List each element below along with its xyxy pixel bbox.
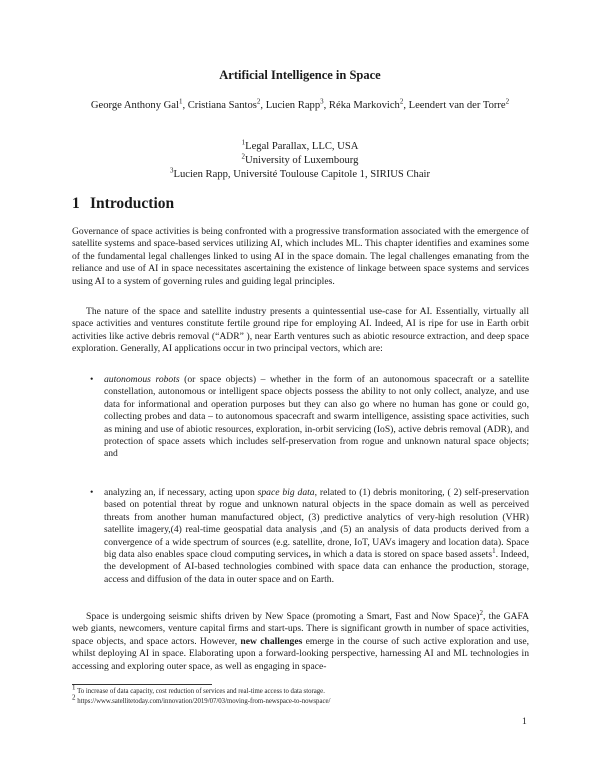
- paragraph-text: Space is undergoing seismic shifts driven by New Space (promoting a Smart, Fast and Now Space): [86, 611, 480, 622]
- affiliation-mark: 2: [241, 152, 246, 161]
- bullet-space-big-data: [104, 487, 529, 586]
- bullet-text: . Indeed, the development of AI-based technologies combined with space data can enhance the production, storage, access and diffusion of the data in outer space and on Earth.: [104, 549, 529, 585]
- paragraph-nature: The nature of the space and satellite industry presents a quintessential use-case for AI. Essentially, virtually all space activities and ventures constitute fertile ground ripe for employing AI. Indeed, AI is ripe for use in Earth orbit activities like active debris removal (“ADR” ), near Earth ventures such as abiotic resource extraction, and deep space exploration. Generally, AI applications occur in two principal vectors, which are:: [72, 306, 529, 355]
- affiliation-mark: 3: [169, 166, 174, 175]
- author-name: Lucien Rapp: [265, 100, 321, 111]
- author-affil-mark: 2: [505, 97, 510, 106]
- bullet-bold-comma: ,: [308, 549, 311, 561]
- bullet-emphasis: autonomous robots: [104, 374, 180, 385]
- affiliation-text: University of Luxembourg: [245, 155, 359, 166]
- paragraph-new-space: [72, 608, 529, 673]
- footnote-divider: [72, 684, 212, 685]
- section-title: Introduction: [90, 195, 175, 212]
- author-name: Réka Markovich: [328, 100, 400, 111]
- author-name: George Anthony Gal: [90, 100, 179, 111]
- affiliation: [70, 154, 530, 168]
- bullet-emphasis: space big data: [257, 487, 315, 498]
- affiliation: [70, 140, 530, 154]
- bullet-marker: •: [90, 487, 94, 498]
- author-list: George Anthony Gal$^1$, Cristiana Santos$^2$, Lucien Rapp$^3$, Réka Markovich$^2$, Leendert van der Torre$^2$: [90, 97, 510, 111]
- section-number: 1: [72, 195, 80, 212]
- author-name: Leendert van der Torre: [408, 100, 506, 111]
- bullet-text: analyzing an, if necessary, acting upon: [104, 487, 258, 498]
- affiliation-list: [70, 140, 530, 182]
- author-affil-mark: 3: [320, 97, 324, 106]
- author-affil-mark: 1: [178, 97, 183, 106]
- bullet-autonomous-robots: [104, 374, 529, 461]
- footnote-2[interactable]: [72, 693, 532, 706]
- paragraph-text: , the GAFA web giants, newcomers, venture capital firms and start-ups. There is significant growth in number of space activities, space objects, and space actors. However,: [72, 611, 529, 647]
- footnote-mark: 1: [72, 683, 76, 692]
- affiliation-text: Legal Parallax, LLC, USA: [245, 141, 359, 152]
- footnote-1: [72, 683, 532, 696]
- author-affil-mark: 2: [256, 97, 261, 106]
- bullet-text: in which a data is stored on space based assets: [310, 549, 493, 561]
- paper-title: Artificial Intelligence in Space: [219, 68, 381, 82]
- footnote-ref: 2: [479, 608, 483, 617]
- affiliation-text: Lucien Rapp, Université Toulouse Capitole 1, SIRIUS Chair: [173, 169, 430, 180]
- paragraph-bold: new challenges: [240, 635, 303, 647]
- footnote-ref: 1: [492, 546, 496, 555]
- author-name: Cristiana Santos: [187, 100, 257, 111]
- affiliation: [70, 168, 530, 182]
- bullet-text: (or space objects) – whether in the form of an autonomous spacecraft or a satellite constellation, autonomous or intelligent space objects possess the ability to not only collect, analyze, and use data for informational and operation purposes but they can also go where no human has gone or could go, collecting probes and data – to autonomous spacecraft and swarm intelligence, assisting space activities, such as mining and use of abiotic resources, exploration, in-orbit servicing (IoS), active debris removal (ADR), and protection of space assets which includes self-preservation from rogue and unknown natural space objects; and: [104, 374, 529, 460]
- footnote-mark: 2: [72, 693, 76, 702]
- footnote-text: To increase of data capacity, cost reduction of services and real-time access to data storage.: [75, 688, 325, 695]
- bullet-text: , related to (1) debris monitoring, ( 2) self-preservation based on potential threat by rogue and unknown natural objects in the space domain as well as perceived threats from another human manufactured object, (3) predictive analytics of very-high resolution (VHR) satellite imagery,(4) real-time geospatial data analysis ,and (5) an analysis of data products derived from a convergence of a wide spectrum of sources (e.g. satellite, drone, IoT, UAVs imagery and location data). Space big data also enables space cloud computing services: [104, 487, 529, 561]
- page-number: 1: [522, 716, 527, 727]
- paragraph-text: emerge in the course of such active exploration and use, whilst deploying AI in space. Elaborating upon a forward-looking perspective, harnessing AI and ML technologies in accessing and exploring outer space, as well as engaging in space-: [72, 635, 529, 672]
- affiliation-mark: 1: [241, 138, 246, 147]
- bullet-marker: •: [90, 374, 94, 385]
- paragraph-governance: Governance of space activities is being confronted with a progressive transformation associated with the emergence of satellite systems and space-based services utilizing AI, which includes ML. This chapter identifies and examines some of the fundamental legal challenges linked to using AI in the space domain. The legal challenges emanating from the reliance and use of AI in space necessitates ascertaining the existence of linkage between space systems and services using AI to a system of governing rules and guiding legal principles.: [72, 226, 529, 287]
- section-heading: [72, 195, 174, 213]
- author-affil-mark: 2: [399, 97, 404, 106]
- footnote-link[interactable]: https://www.satellitetoday.com/innovation/2019/07/03/moving-from-newspace-to-nowspace/: [75, 698, 331, 705]
